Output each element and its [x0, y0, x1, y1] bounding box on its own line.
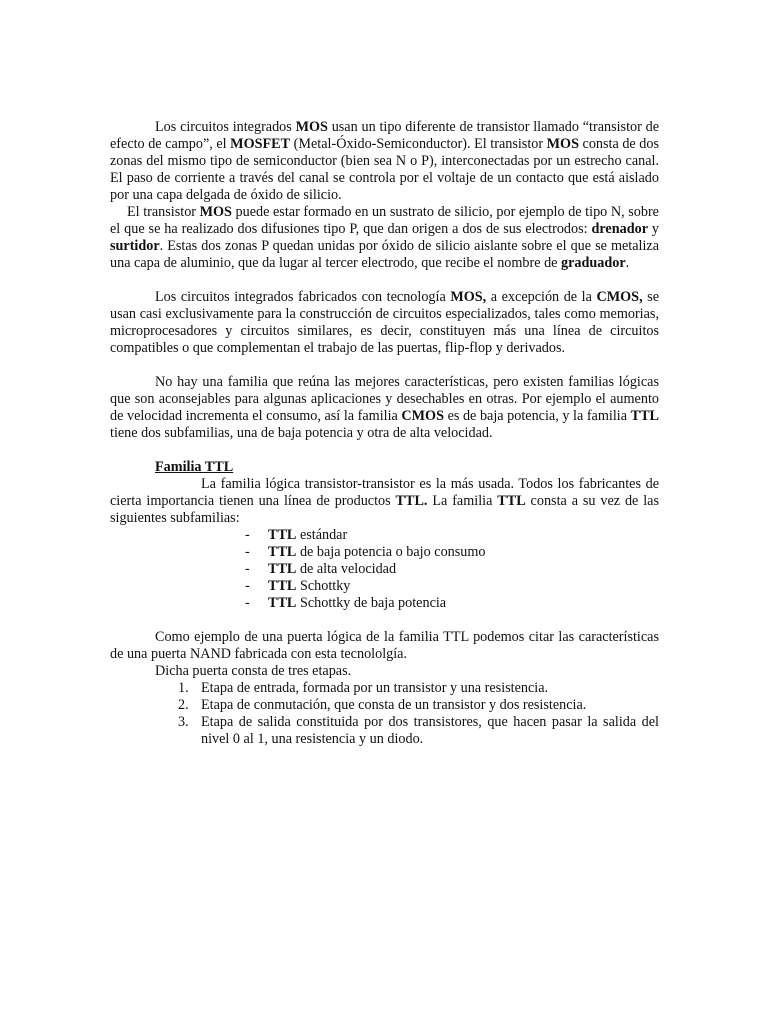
- list-item: - TTL Schottky de baja potencia: [245, 595, 447, 611]
- bold-term: MOS: [546, 136, 579, 152]
- list-item: - TTL Schottky: [245, 578, 351, 594]
- document-page: [110, 119, 659, 748]
- list-item: - TTL de alta velocidad: [245, 561, 397, 577]
- section-heading-ttl: Familia TTL: [155, 459, 234, 475]
- bold-term: MOSFET: [230, 136, 291, 152]
- list-item: - TTL de baja potencia o bajo consumo: [245, 544, 486, 560]
- bold-term: CMOS,: [596, 289, 643, 305]
- paragraph-families-comparison: No hay una familia que reúna las mejores características, pero existen familias lógicas que son aconsejables para algunas aplicaciones y desechables en otras. Por ejemplo el aumento de velocidad incrementa el consumo, así la familia CMOS es de baja potencia, y la familia TTL tiene dos subfamilias, una de baja potencia y otra de alta velocidad.: [110, 374, 659, 441]
- stages-list: [110, 680, 659, 748]
- subfamily-list: [110, 527, 659, 612]
- paragraph-stages-intro: Dicha puerta consta de tres etapas.: [155, 663, 352, 679]
- bold-term: graduador: [561, 255, 626, 271]
- list-item: 1. Etapa de entrada, formada por un transistor y una resistencia.: [178, 680, 549, 696]
- paragraph-mos-applications: Los circuitos integrados fabricados con tecnología MOS, a excepción de la CMOS, se usan casi exclusivamente para la construcción de circuitos especializados, tales como memorias, microprocesadores y circuitos similares, es decir, constituyen más una línea de circuitos compatibles o que complementan el trabajo de las puertas, flip-flop y derivados.: [110, 289, 659, 356]
- bold-term: TTL.: [395, 493, 428, 509]
- bold-term: MOS,: [450, 289, 487, 305]
- paragraph-ttl-intro: La familia lógica transistor-transistor es la más usada. Todos los fabricantes de cierta importancia tienen una línea de productos TTL. La familia TTL consta a su vez de las siguientes subfamilias:: [110, 476, 659, 526]
- list-item: 2. Etapa de conmutación, que consta de un transistor y dos resistencia.: [178, 697, 587, 713]
- bold-term: TTL: [630, 408, 659, 424]
- paragraph-nand-example: Como ejemplo de una puerta lógica de la familia TTL podemos citar las características de una puerta NAND fabricada con esta tecnolοlgía.: [110, 629, 659, 662]
- paragraph-mos-intro: Los circuitos integrados MOS usan un tipo diferente de transistor llamado “transistor de efecto de campo”, el MOSFET (Metal-Óxido-Semiconductor). El transistor MOS consta de dos zonas del mismo tipo de semiconductor (bien sea N o P), interconectadas por un estrecho canal. El paso de corriente a través del canal se controla por el voltaje de un contacto que está aislado por una capa delgada de óxido de silicio.: [110, 119, 659, 203]
- list-item: 3. Etapa de salida constituida por dos transistores, que hacen pasar la salida del nivel 0 al 1, una resistencia y un diodo.: [178, 714, 659, 747]
- bold-term: CMOS: [401, 408, 444, 424]
- bold-term: MOS: [295, 119, 328, 135]
- bold-term: surtidor: [110, 238, 160, 254]
- bold-term: TTL: [497, 493, 526, 509]
- bold-term: drenador: [591, 221, 648, 237]
- bold-term: MOS: [199, 204, 232, 220]
- paragraph-mos-structure: El transistor MOS puede estar formado en un sustrato de silicio, por ejemplo de tipo N, sobre el que se ha realizado dos difusiones tipo P, que dan origen a dos de sus electrodos: drenador y surtidor. Estas dos zonas P quedan unidas por óxido de silicio aislante sobre el que se metaliza una capa de aluminio, que da lugar al tercer electrodo, que recibe el nombre de graduador.: [110, 204, 660, 271]
- list-item: - TTL estándar: [245, 527, 348, 543]
